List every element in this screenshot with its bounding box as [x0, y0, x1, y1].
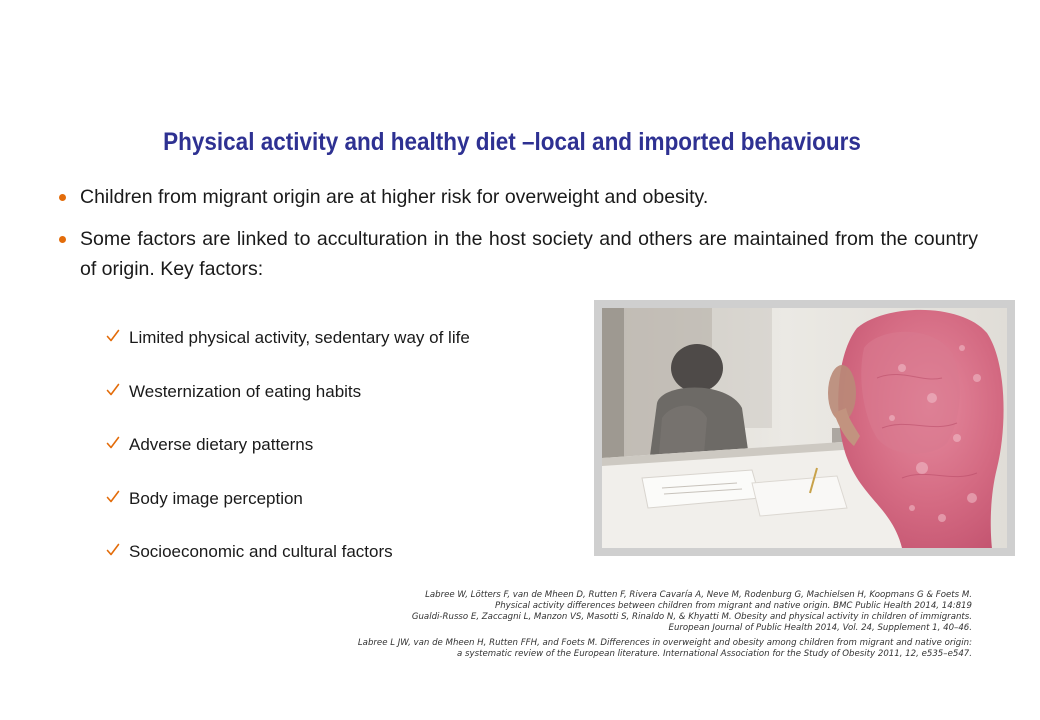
reference-line: Labree W, Lötters F, van de Mheen D, Rutten F, Rivera Cavaría A, Neve M, Rodenburg G, Machielsen H, Koopmans G & Foets M. [425, 590, 972, 600]
checkmark-icon [106, 490, 120, 504]
bullet-dot-icon [59, 194, 66, 201]
checkmark-icon [106, 383, 120, 397]
bullet-item [48, 224, 978, 284]
bullet-text: Children from migrant origin are at higher risk for overweight and obesity. [80, 186, 709, 208]
key-factor-item [106, 539, 576, 565]
bullet-text: Some factors are linked to acculturation in the host society and others are maintained from the country of origin. Key factors: [80, 228, 978, 280]
key-factor-text: Limited physical activity, sedentary way of life [129, 328, 470, 347]
reference-line: Physical activity differences between children from migrant and native origin. BMC Public Health 2014, 14:819 [495, 601, 972, 611]
classroom-photo-illustration [602, 308, 1007, 548]
bullet-list [48, 182, 978, 284]
classroom-photo [594, 300, 1015, 556]
key-factor-text: Body image perception [129, 488, 303, 508]
key-factor-item [106, 379, 576, 405]
checkmark-icon [106, 436, 120, 450]
key-factor-text: Adverse dietary patterns [129, 435, 314, 454]
bullet-dot-icon [59, 236, 66, 243]
key-factor-item [106, 325, 576, 351]
reference-line: Labree L JW, van de Mheen H, Rutten FFH, and Foets M. Differences in overweight and obesity among children from migrant and native origin: [357, 638, 972, 648]
key-factor-item [106, 432, 576, 458]
reference-line: European Journal of Public Health 2014, Vol. 24, Supplement 1, 40–46. [668, 623, 972, 633]
key-factor-text: Socioeconomic and cultural factors [129, 542, 393, 561]
key-factors-list [106, 325, 576, 593]
key-factor-text: Westernization of eating habits [129, 381, 362, 401]
references [272, 590, 972, 660]
reference-line: Gualdi-Russo E, Zaccagni L, Manzon VS, Masotti S, Rinaldo N, & Khyatti M. Obesity and physical activity in children of immigrants. [411, 612, 972, 622]
key-factor-item [106, 486, 576, 512]
reference-line: a systematic review of the European literature. International Association for the Study of Obesity 2011, 12, e535–e547. [457, 649, 972, 659]
slide-title: Physical activity and healthy diet –local and imported behaviours [163, 128, 861, 156]
checkmark-icon [106, 329, 120, 343]
bullet-item [48, 182, 978, 212]
checkmark-icon [106, 543, 120, 557]
